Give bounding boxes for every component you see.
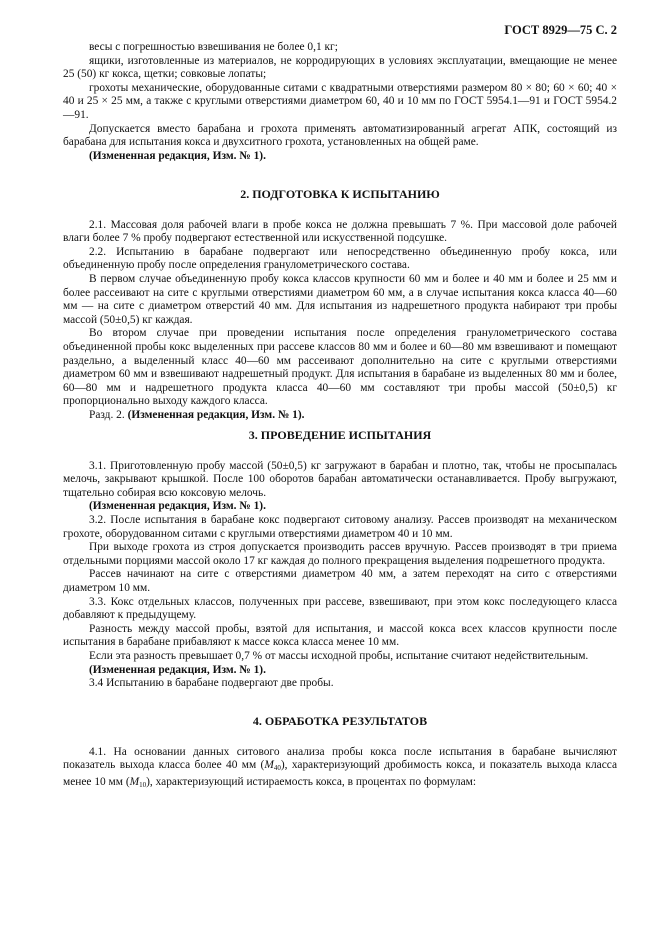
section-title: 4. ОБРАБОТКА РЕЗУЛЬТАТОВ	[252, 714, 428, 728]
section-title: 3. ПРОВЕДЕНИЕ ИСПЫТАНИЯ	[248, 428, 432, 442]
section-title: 2. ПОДГОТОВКА К ИСПЫТАНИЮ	[240, 187, 440, 201]
amendment-note: (Измененная редакция, Изм. № 1).	[89, 663, 266, 676]
symbol-m: M	[129, 775, 140, 788]
paragraph: ящики, изготовленные из материалов, не корродирующих в условиях эксплуатации, вмещающие не менее 25 (50) кг кокса, щетки; совковые лопаты;	[63, 54, 617, 81]
paragraph: 3.2. После испытания в барабане кокс подвергают ситовому анализу. Рассев производят на механическом грохоте, оборудованном ситами с круглыми отверстиями диаметром 40 и 10 мм.	[63, 513, 617, 540]
paragraph	[63, 746, 617, 793]
section-4	[63, 715, 617, 792]
subscript: 40	[273, 764, 281, 773]
text: 4.1. На основании данных ситового анализа пробы кокса после испытания в барабане вычисляют показатель выхода класса более 40 мм (	[63, 745, 617, 772]
page-header: ГОСТ 8929—75 С. 2	[504, 23, 617, 37]
amendment-note	[63, 409, 617, 423]
paragraph: 3.3. Кокс отдельных классов, полученных при рассеве, взвешивают, при этом кокс последующего класса добавляют к предыдущему.	[63, 595, 617, 622]
paragraph: 2.1. Массовая доля рабочей влаги в пробе кокса не должна превышать 7 %. При массовой доле рабочей влаги более 7 % пробу подвергают естественной или искусственной подсушке.	[63, 218, 617, 245]
paragraph: весы с погрешностью взвешивания не более 0,1 кг;	[89, 41, 338, 53]
section-3	[63, 429, 617, 691]
paragraph: Во втором случае при проведении испытания после определения гранулометрического состава объединенной пробы кокс выделенных при рассеве классов 80 мм и более и 60—80 мм взвешивают и помещают раздельно, а выделенный класс 40—60 мм рассеивают дополнительно на сите с круглыми отверстиями диаметром 60 мм и взвешивают надрешетный продукт. Для испытания в барабане из выделенных 80 мм и более, 60—80 мм и надрешетного продукта класса 40—60 мм составляют три пробы массой (50±0,5) кг пропорционально выходу каждого класса.	[63, 327, 617, 408]
paragraph: Разность между массой пробы, взятой для испытания, и массой кокса всех классов крупности после испытания в барабане прибавляют к массе кокса класса менее 10 мм.	[63, 622, 617, 649]
intro-section	[63, 41, 617, 163]
paragraph: Рассев начинают на сите с отверстиями диаметром 40 мм, а затем переходят на сито с отверстиями диаметром 10 мм.	[63, 568, 617, 594]
section-2	[63, 188, 617, 423]
note-text: (Измененная редакция, Изм. № 1).	[127, 408, 305, 421]
paragraph: 2.2. Испытанию в барабане подвергают или непосредственно объединенную пробу кокса, или объединенную пробу после определения гранулометрического состава.	[63, 245, 617, 272]
note-prefix: Разд. 2.	[89, 408, 128, 421]
paragraph: При выходе грохота из строя допускается производить рассев вручную. Рассев производят в три приема отдельными порциями массой около 17 кг каждая до полного прекращения выделения подрешетного продукта.	[63, 541, 617, 567]
paragraph: грохоты механические, оборудованные ситами с квадратными отверстиями размером 80 × 80; 60 × 60; 40 × 40 и 25 × 25 мм, а также с круглыми отверстиями диаметром 60, 40 и 10 мм по ГОСТ 5954.1—91 и ГОСТ 5954.2—91.	[63, 81, 617, 121]
paragraph: Если эта разность превышает 0,7 % от массы исходной пробы, испытание считают недействительным.	[89, 649, 589, 662]
amendment-note: (Измененная редакция, Изм. № 1).	[89, 500, 266, 513]
paragraph: В первом случае объединенную пробу кокса классов крупности 60 мм и более и 40 мм и более и 25 мм и более рассеивают на сите с круглыми отверстиями диаметром 60 мм, а в случае испытания кокса класса 40—60 мм — на сите с диаметром отверстий 40 мм. Для испытания из надрешетного продукта набирают три пробы массой (50±0,5) кг каждая.	[63, 272, 617, 326]
paragraph: Допускается вместо барабана и грохота применять автоматизированный агрегат АПК, состоящий из барабана для испытания кокса и двухситного грохота, установленных на общей раме.	[63, 122, 617, 149]
paragraph: 3.4 Испытанию в барабане подвергают две пробы.	[89, 677, 334, 690]
symbol-m: M	[264, 759, 274, 772]
amendment-note: (Измененная редакция, Изм. № 1).	[89, 149, 266, 162]
text: ), характеризующий дробимость кокса, и показатель выхода класса менее 10 мм (	[63, 759, 618, 788]
text: ), характеризующий истираемость кокса, в процентах по формулам:	[146, 775, 477, 788]
subscript: 10	[139, 780, 147, 789]
paragraph: 3.1. Приготовленную пробу массой (50±0,5) кг загружают в барабан и плотно, так, чтобы не просыпалась мелочь, закрывают крышкой. После 100 оборотов барабан автоматически останавливается. Пробу выгружают, тщательно собирая всю коксовую мелочь.	[63, 459, 617, 499]
